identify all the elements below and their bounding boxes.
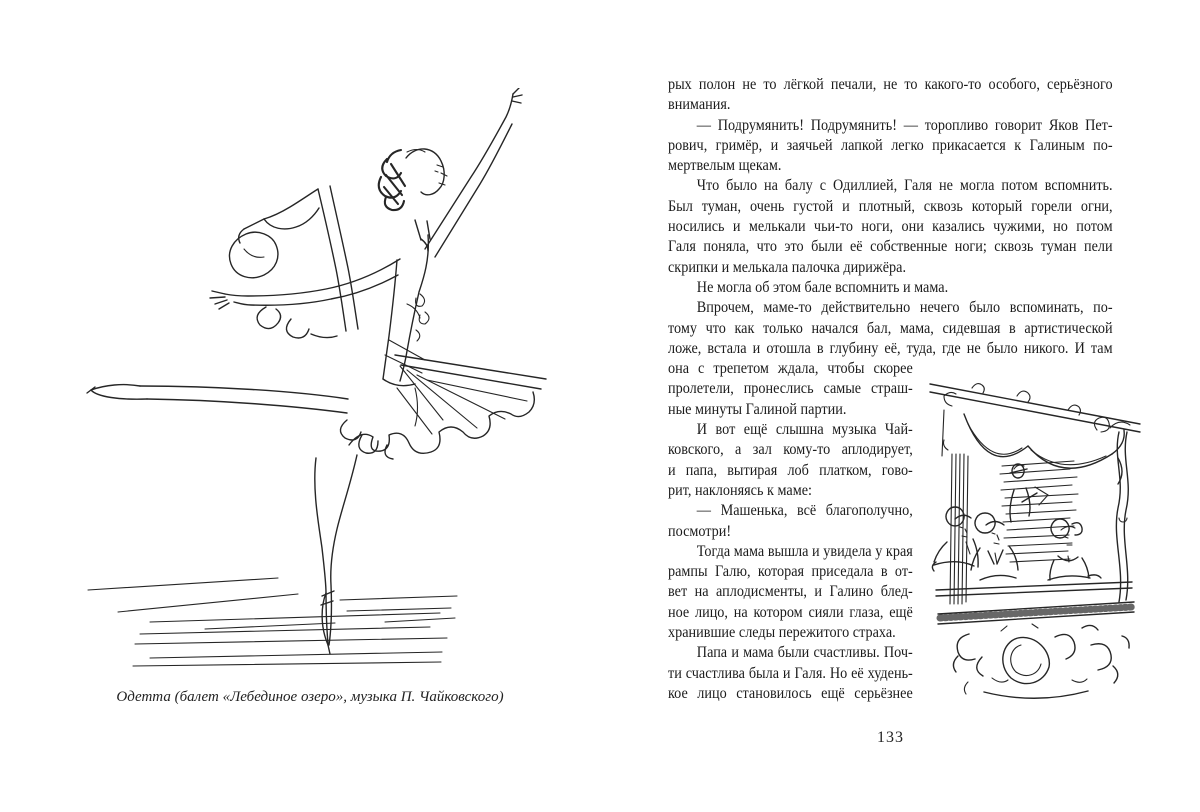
audience-man-center [971, 513, 1018, 580]
text-line: рит, наклоняясь к маме: [668, 481, 812, 499]
text-line: рых полон не то лёгкой печали, не то какого-то особого, серьёзного [668, 76, 1113, 93]
box-railing [936, 582, 1134, 624]
page-number: 133 [877, 729, 904, 746]
text-line: Тогда мама вышла и увидела у края [696, 542, 913, 560]
text-line: ложе, встала и отошла в глубину её, туда, где не было никого. И там [668, 339, 1113, 357]
text-line: ковского, а зал кому-то аплодирует, [668, 441, 913, 459]
text-line: она с трепетом ждала, чтобы скорее [668, 360, 913, 378]
text-line: скрипки и мелькала палочка дирижёра. [668, 258, 907, 276]
text-line: пролетели, пронеслись самые страш- [668, 380, 913, 398]
head-and-hair [379, 149, 447, 240]
text-line: мертвелым щекам. [668, 157, 782, 175]
balcony-scrollwork [953, 624, 1129, 698]
text-line: — Машенька, всё благополучно, [696, 502, 913, 520]
text-line: и папа, вытирая лоб платком, гово- [668, 461, 913, 479]
text-line: Галя поняла, что это были её собственные ноги; сквозь туман пели [668, 238, 1113, 256]
text-line: кое лицо становилось ещё серьёзнее [668, 684, 913, 702]
illustration-caption: Одетта (балет «Лебединое озеро», музыка П. Чайковского) [116, 689, 504, 705]
text-line: вет на аплодисменты, и Галино блед- [668, 583, 913, 601]
torso-bodice [383, 235, 429, 386]
text-line: ти счастлива была и Галя. Но её худень- [668, 664, 913, 682]
text-line: носились и мелькали чьи-то ноги, они казались чужими, но потом [668, 218, 1113, 236]
text-line: рампы Галю, которая приседала в от- [668, 563, 913, 581]
text-line: Был туман, очень густой и плотный, сквозь который горели огни, [668, 197, 1113, 215]
curtain-cornice [930, 384, 1140, 456]
text-line: И вот ещё слышна музыка Чай- [696, 421, 913, 439]
floor-hatching [88, 578, 457, 666]
text-line: Впрочем, маме-то действительно нечего было вспоминать, по- [696, 299, 1113, 317]
text-line: рович, гримёр, и заячьей лапкой легко прикасается к Галиным по- [668, 136, 1113, 154]
swan-wing-drapery [229, 186, 358, 338]
ballerina-illustration [85, 88, 555, 673]
text-line: Папа и мама были счастливы. Поч- [696, 644, 913, 662]
background-hatching [1000, 461, 1078, 562]
text-line: посмотри! [668, 522, 732, 540]
back-leg [87, 385, 348, 413]
text-line: ные минуты Галиной партии. [668, 400, 847, 418]
theatre-box-illustration [922, 366, 1146, 700]
text-line: ное лицо, на котором сияли глаза, ещё [668, 603, 913, 621]
text-line: тому что как только начался бал, мама, сидевшая в артистической [668, 319, 1113, 337]
audience-woman [1048, 519, 1101, 580]
text-line: хранившие следы пережитого страха. [668, 624, 896, 642]
raised-arm [421, 88, 522, 257]
text-line: Не могла об этом бале вспомнить и мама. [696, 278, 949, 296]
text-line: — Подрумянить! Подрумянить! — торопливо говорит Яков Пет- [696, 116, 1113, 134]
text-line: Что было на балу с Одиллией, Галя не могла потом вспомнить. [696, 177, 1113, 195]
extended-arm [210, 259, 400, 309]
tutu-skirt [340, 355, 546, 459]
right-column [1110, 422, 1130, 602]
text-line: внимания. [668, 96, 731, 114]
